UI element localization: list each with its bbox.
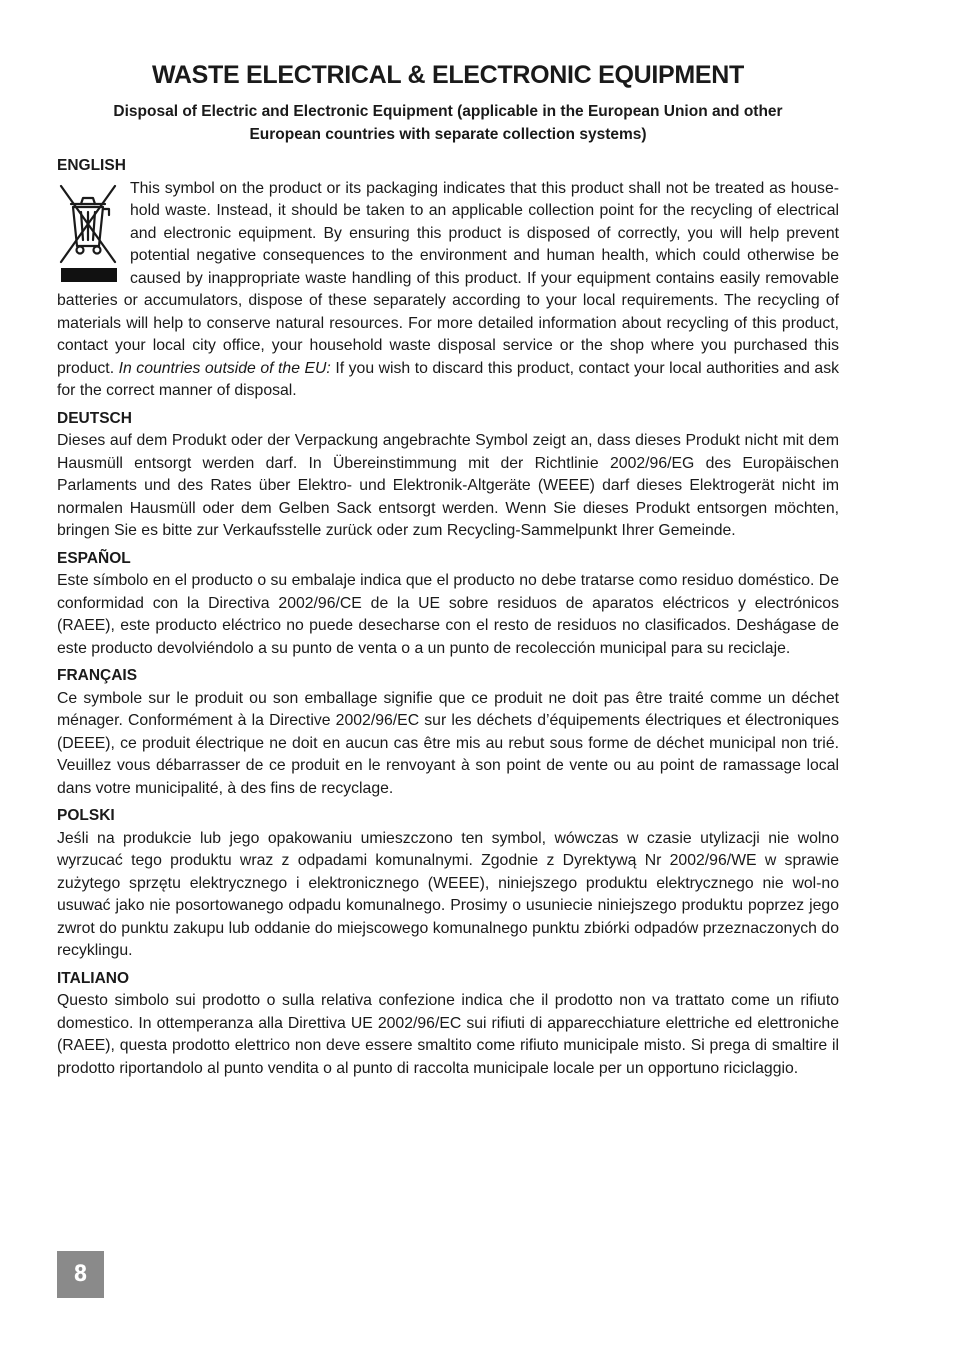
page-number-badge: 8 [57,1251,104,1298]
section-heading: ENGLISH [57,157,126,174]
section-deutsch [57,408,839,543]
section-heading: POLSKI [57,807,115,824]
section-heading: FRANÇAIS [57,667,138,684]
section-text: Questo simbolo sui prodotto o sulla relativa confezione indica che il prodotto non va trattato come un rifiuto domestico. In ottemperanza alla Direttiva UE 2002/96/EC sui rifiuti di apparecchiature elettriche ed elettroniche (RAEE), questa prodotto elettrico non deve essere smaltito come rifiuto municipale misto. Si prega di smaltire il prodotto riportandolo al punto vendita o al punto di raccolta municipale locale per un opportuno riciclaggio. [57,992,839,1077]
section-italiano [57,968,839,1081]
section-espanol [57,548,839,661]
section-text: Este símbolo en el producto o su embalaje indica que el producto no debe tratarse como residuo doméstico. De conformidad con la Directiva 2002/96/CE de la UE sobre residuos de aparatos eléctricos y electrónicos (RAEE), este producto eléctrico no puede desecharse con el resto de residuos no clasificados. Deshágase de este producto devolviéndolo a su punto de venta o a un punto de recolección municipal para su reciclaje. [57,572,839,657]
english-text-main: This symbol on the product or its packaging indicates that this product shall not be treated as house-hold waste. Instead, it should be taken to an applicable collection point for the recycling of electrical and electronic equipment. By ensuring this product is disposed of correctly, you will help prevent potential negative consequences to the environment and human health, which could otherwise be caused by inappropriate waste handling of this product. If your equipment contains easily removable batteries or accumulators, dispose of these separately according to your local requirements. The recycling of materials will help to conserve natural resources. For more detailed information about recycling of this product, contact your local city office, your household waste disposal service or the shop where you purchased this product. [57,179,839,377]
document-page [57,58,839,1085]
section-text: Dieses auf dem Produkt oder der Verpackung angebrachte Symbol zeigt an, dass dieses Produkt nicht mit dem Hausmüll entsorgt werden darf. In Übereinstimmung mit der Richtlinie 2002/96/EG des Europäischen Parlaments und des Rates über Elektro- und Elektronik-Altgeräte (WEEE) darf dieses Elektrogerät nicht im normalen Hausmüll oder dem Gelben Sack entsorgt werden. Wenn Sie dieses Produkt entsorgen möchten, bringen Sie es bitte zur Verkaufsstelle zurück oder zum Recycling-Sammelpunkt Ihrer Gemeinde. [57,432,839,539]
section-text: Jeśli na produkcie lub jego opakowaniu umieszczono ten symbol, wówczas w czasie utylizacji nie wolno wyrzucać tego produktu wraz z odpadami komunalnymi. Zgodnie z Dyrektywą Nr 2002/96/WE w sprawie zużytego sprzętu elektrycznego i elektronicznego (WEEE), niniejszego produktu elektrycznego nie wol-no usuwać jako nie posortowanego odpadu komunalnego. Prosimy o usuniecie niniejszego produktu poprzez jego zwrot do punktu zakupu lub oddanie do miejscowego komunalnego punktu zbiórki odpadów przeznaczonych do recyklingu. [57,829,839,959]
page-subtitle: Disposal of Electric and Electronic Equipment (applicable in the European Union and other European countries with separate collection systems) [113,103,783,143]
english-text-tail: If you wish to discard this product, contact your local authorities and ask for the correct manner of disposal. [57,359,840,399]
english-text-italic: In countries outside of the EU: [118,359,331,377]
section-english [57,155,839,403]
section-heading: DEUTSCH [57,409,132,427]
section-francais [57,665,839,800]
section-heading: ESPAÑOL [57,549,131,567]
page-title: WASTE ELECTRICAL & ELECTRONIC EQUIPMENT [151,61,745,89]
weee-bar [61,268,117,282]
section-text: Ce symbole sur le produit ou son emballage signifie que ce produit ne doit pas être traité comme un déchet ménager. Conformément à la Directive 2002/96/EC sur les déchets d’équipements électriques et électroniques (DEEE), ce produit électrique ne doit en aucun cas être mis au rebut sous forme de déchet municipal non trié. Veuillez vous débarrasser de ce produit en le renvoyant à son point de vente ou au point de ramassage local dans votre municipalité, à des fins de recyclage. [57,689,839,797]
section-text [57,178,839,403]
section-heading: ITALIANO [57,969,130,987]
section-polski [57,805,839,963]
crossed-out-wheelie-bin-icon [57,182,119,282]
